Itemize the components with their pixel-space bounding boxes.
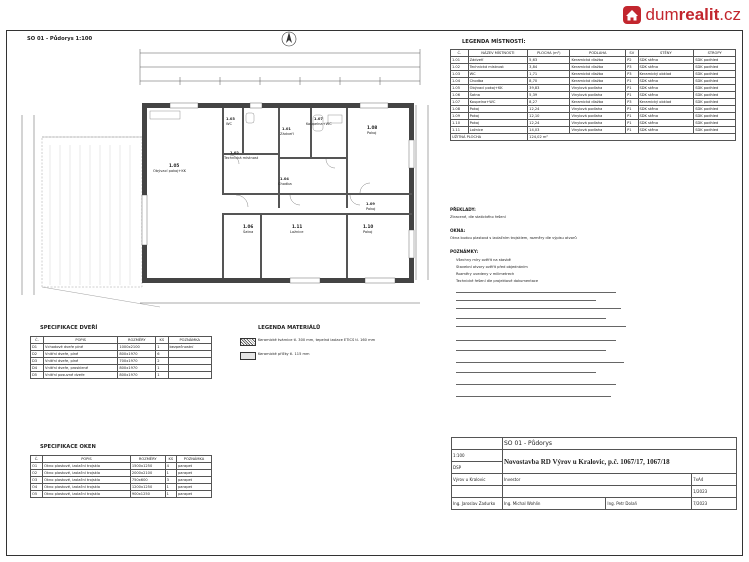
room-row (451, 71, 736, 78)
door-cell: 6 (156, 351, 168, 358)
room-cell: 1.10 (451, 120, 469, 127)
col-name: NÁZEV MÍSTNOSTI (468, 50, 528, 57)
room-row (451, 106, 736, 113)
window-row (31, 484, 212, 491)
room-cell: Zádveří (468, 57, 528, 64)
room-cell: SDK podhled (694, 92, 736, 99)
room-cell: 1.02 (451, 64, 469, 71)
windows-col-no: Č. (31, 456, 43, 463)
room-cell: 1.07 (451, 99, 469, 106)
north-arrow-icon (280, 30, 298, 48)
spec-doors-title: SPECIFIKACE DVEŘÍ (40, 325, 98, 331)
window-cell: O3 (31, 477, 43, 484)
room-cell: Keramická dlažba (570, 71, 626, 78)
spec-windows-title: SPECIFIKACE OKEN (40, 444, 96, 450)
room-cell: SDK stěna (638, 106, 694, 113)
tb-investor: Investor (503, 474, 692, 486)
room-cell: 5,39 (528, 92, 570, 99)
material-item-1: Keramické tvárnice tl. 300 mm, tepelná izolace ETICS tl. 160 mm (258, 338, 376, 342)
tb-drawing-no-cell (452, 438, 503, 450)
room-cell: P1 (626, 106, 638, 113)
room-cell: Pokoj (468, 113, 528, 120)
door-cell: Vnitřní dveře, prosklené (44, 365, 118, 372)
room-cell: P1 (626, 120, 638, 127)
door-cell (168, 365, 211, 372)
room-cell: Technická místnost (468, 64, 528, 71)
window-cell: parapet (177, 491, 212, 498)
room-cell: Ložnice (468, 127, 528, 134)
col-sv: SV (626, 50, 638, 57)
room-label-1-05: 1.05 (169, 163, 180, 168)
room-cell: 14,03 (528, 127, 570, 134)
tb-scale: 1:100 (452, 450, 503, 462)
preklady-title: PŘEKLADY: (450, 207, 476, 212)
spec-doors-table (30, 336, 212, 379)
col-walls: STĚNY (638, 50, 694, 57)
room-cell: 1.08 (451, 106, 469, 113)
note-line (456, 372, 596, 373)
room-cell: 5,63 (528, 57, 570, 64)
room-cell: 1.01 (451, 57, 469, 64)
door-row (31, 372, 212, 379)
col-ceiling: STROPY (694, 50, 736, 57)
room-cell: Keramický obklad (638, 71, 694, 78)
room-row (451, 99, 736, 106)
room-cell: Keramická dlažba (570, 99, 626, 106)
door-row (31, 351, 212, 358)
room-name-1-06: Šatna (243, 230, 254, 234)
room-cell: SDK stěna (638, 127, 694, 134)
windows-col-desc: POPIS (43, 456, 131, 463)
door-cell: D3 (31, 358, 44, 365)
door-row (31, 365, 212, 372)
note-line (456, 308, 621, 309)
door-cell: 1 (156, 365, 168, 372)
room-cell: P1 (626, 78, 638, 85)
room-cell: 1.05 (451, 85, 469, 92)
room-cell: SDK stěna (638, 92, 694, 99)
room-cell: 8,70 (528, 78, 570, 85)
room-cell: 39,83 (528, 85, 570, 92)
poznamka-3: Rozměry uvedeny v milimetrech (456, 272, 515, 276)
okna-text: Okna budou plastová s izolačním trojsklem, rozměry dle výpisu otvorů (450, 236, 577, 240)
room-name-1-08: Pokoj (367, 131, 377, 135)
note-line (456, 326, 626, 327)
room-name-1-11: Ložnice (290, 230, 304, 234)
room-cell: SDK podhled (694, 113, 736, 120)
room-cell: P3 (626, 99, 638, 106)
tb-project-name: Novostavba RD Výrov u Kralovic, p.č. 1067/17, 1067/18 (503, 450, 737, 474)
room-cell: Vinylová podlaha (570, 113, 626, 120)
room-row (451, 113, 736, 120)
col-floor: PODLAHA (570, 50, 626, 57)
room-cell: Vinylová podlaha (570, 85, 626, 92)
doors-col-size: ROZMĚRY (118, 337, 156, 344)
window-cell: 1 (165, 484, 176, 491)
floor-plan (10, 45, 430, 315)
room-cell: Vinylová podlaha (570, 106, 626, 113)
room-cell: SDK podhled (694, 57, 736, 64)
logo-text: dumrealit.cz (645, 5, 741, 24)
window-cell: Okno plastové, izolační trojsklo (43, 484, 131, 491)
room-name-1-03: WC (226, 122, 233, 126)
window-cell: parapet (177, 484, 212, 491)
window-row (31, 491, 212, 498)
window-cell: 1 (165, 470, 176, 477)
note-line (456, 384, 616, 385)
room-row (451, 64, 736, 71)
door-cell: D2 (31, 351, 44, 358)
poznamka-2: Stavební otvory ověřit před objednáním (456, 265, 528, 269)
door-row (31, 344, 212, 351)
room-cell: SDK podhled (694, 106, 736, 113)
room-cell: P2 (626, 57, 638, 64)
door-cell: 800x1970 (118, 365, 156, 372)
room-cell: Keramická dlažba (570, 57, 626, 64)
room-cell: SDK stěna (638, 57, 694, 64)
room-cell: 1,71 (528, 71, 570, 78)
tb-blank (452, 486, 503, 498)
preklady-text: Ztracené, dle statického řešení (450, 215, 506, 219)
tb-date: 7/2023 (692, 498, 737, 510)
doors-col-note: POZNÁMKA (168, 337, 211, 344)
window-cell: O2 (31, 470, 43, 477)
door-cell: D4 (31, 365, 44, 372)
room-label-1-11: 1.11 (292, 224, 303, 229)
room-name-1-02: Technická místnost (224, 156, 259, 160)
window-cell: 2000x2100 (130, 470, 165, 477)
room-cell: SDK podhled (694, 78, 736, 85)
material-swatch-masonry (240, 338, 256, 346)
room-label-1-02: 1.02 (230, 151, 239, 155)
window-cell: Okno plastové, izolační trojsklo (43, 463, 131, 470)
door-cell: Vnitřní dveře, plné (44, 351, 118, 358)
room-cell: Pokoj (468, 120, 528, 127)
room-row (451, 120, 736, 127)
room-row (451, 85, 736, 92)
doors-col-desc: POPIS (44, 337, 118, 344)
window-cell: 3 (165, 477, 176, 484)
window-row (31, 477, 212, 484)
note-line (456, 350, 606, 351)
door-row (31, 358, 212, 365)
door-cell: 800x1970 (118, 351, 156, 358)
room-cell: SDK stěna (638, 64, 694, 71)
poznamky-title: POZNÁMKY: (450, 249, 479, 254)
room-cell: Vinylová podlaha (570, 127, 626, 134)
room-cell: Šatna (468, 92, 528, 99)
doors-col-no: Č. (31, 337, 44, 344)
room-label-1-10: 1.10 (363, 224, 374, 229)
door-cell (168, 351, 211, 358)
material-item-2: Keramické příčky tl. 115 mm (258, 352, 310, 356)
window-cell: O1 (31, 463, 43, 470)
window-cell: 1500x1250 (130, 463, 165, 470)
room-cell: P1 (626, 92, 638, 99)
room-row (451, 127, 736, 134)
dumrealit-logo[interactable] (622, 3, 741, 27)
door-cell: 700x1970 (118, 358, 156, 365)
note-line (456, 292, 616, 293)
room-cell: SDK stěna (638, 120, 694, 127)
room-name-1-10: Pokoj (363, 230, 373, 234)
room-label-1-08: 1.08 (367, 125, 378, 130)
door-cell: 800x1970 (118, 372, 156, 379)
drawing-title: SO 01 - Půdorys 1:100 (27, 36, 93, 42)
total-label: UŽITNÁ PLOCHA (451, 134, 528, 141)
room-cell: SDK podhled (694, 99, 736, 106)
room-row (451, 78, 736, 85)
tb-drawing-name: SO 01 - Půdorys (503, 438, 737, 450)
window-cell: parapet (177, 477, 212, 484)
room-cell: Koupelna+WC (468, 99, 528, 106)
tb-blank-2 (503, 486, 692, 498)
room-cell: Vinylová podlaha (570, 92, 626, 99)
room-label-1-03: 1.03 (226, 117, 235, 121)
windows-col-qty: KS (165, 456, 176, 463)
col-area: PLOCHA (m²) (528, 50, 570, 57)
doors-col-qty: KS (156, 337, 168, 344)
door-cell: Vchodové dveře plné (44, 344, 118, 351)
room-name-1-07: Koupelna+WC (306, 122, 332, 126)
window-cell: 750x600 (130, 477, 165, 484)
poznamka-4: Technické řešení dle projektové dokumentace (456, 279, 539, 283)
legend-rooms-title: LEGENDA MÍSTNOSTÍ: (462, 39, 526, 45)
room-row (451, 57, 736, 64)
room-cell: Keramická dlažba (570, 78, 626, 85)
room-name-1-01: Zádveří (280, 132, 294, 136)
room-cell: WC (468, 71, 528, 78)
room-cell: SDK stěna (638, 113, 694, 120)
door-cell: 1 (156, 372, 168, 379)
note-line (456, 340, 616, 341)
room-cell: P1 (626, 127, 638, 134)
tb-drawing-number: 1/2023 (692, 486, 737, 498)
tb-location: Výrov u Kralovic (452, 474, 503, 486)
room-cell: 12,10 (528, 113, 570, 120)
room-label-1-09: 1.09 (366, 202, 375, 206)
door-cell (168, 358, 211, 365)
material-swatch-partition (240, 352, 256, 360)
window-row (31, 470, 212, 477)
window-cell: parapet (177, 463, 212, 470)
room-label-1-01: 1.01 (282, 127, 291, 131)
room-name-1-05: Obývací pokoj+KK (153, 169, 187, 173)
door-cell: 1 (156, 344, 168, 351)
room-cell: Keramický obklad (638, 99, 694, 106)
room-cell: 1.03 (451, 71, 469, 78)
poznamka-1: Všechny míry ověřit na stavbě (456, 258, 511, 262)
door-cell: D1 (31, 344, 44, 351)
tb-format: 7xA4 (692, 474, 737, 486)
note-line (456, 396, 611, 397)
tb-designer-2: Ing. Michal Wohlin (503, 498, 606, 510)
legend-materials-title: LEGENDA MATERIÁLŮ (258, 325, 321, 331)
note-line (456, 362, 624, 363)
door-cell: 1000x2100 (118, 344, 156, 351)
title-block (451, 437, 737, 510)
tb-designer-1: Ing. Jaroslav Zadurko (452, 498, 503, 510)
note-line (456, 300, 596, 301)
window-cell: 4 (165, 463, 176, 470)
room-label-1-04: 1.04 (280, 177, 289, 181)
door-cell: bezpečnostní (168, 344, 211, 351)
door-cell (168, 372, 211, 379)
window-cell: Okno plastové, izolační trojsklo (43, 477, 131, 484)
house-logo-icon (622, 5, 642, 25)
door-cell: D5 (31, 372, 44, 379)
room-name-1-04: Chodba (278, 182, 292, 186)
room-cell: 1.09 (451, 113, 469, 120)
window-row (31, 463, 212, 470)
window-cell: Okno plastové, izolační trojsklo (43, 491, 131, 498)
window-cell: Okno plastové, izolační trojsklo (43, 470, 131, 477)
room-cell: 1.06 (451, 92, 469, 99)
door-cell: Vnitřní posuvné dveře (44, 372, 118, 379)
room-cell: Keramická dlažba (570, 64, 626, 71)
room-cell: Vinylová podlaha (570, 120, 626, 127)
room-cell: SDK podhled (694, 85, 736, 92)
room-cell: SDK podhled (694, 71, 736, 78)
room-cell: 8,27 (528, 99, 570, 106)
room-cell: P3 (626, 71, 638, 78)
room-cell: Pokoj (468, 106, 528, 113)
window-cell: O5 (31, 491, 43, 498)
window-cell: 1200x1250 (130, 484, 165, 491)
note-line (456, 318, 606, 319)
door-cell: Vnitřní dveře, plné (44, 358, 118, 365)
legend-rooms-table (450, 49, 736, 141)
room-cell: 3,84 (528, 64, 570, 71)
room-cell: Obývací pokoj+KK (468, 85, 528, 92)
room-cell: SDK podhled (694, 64, 736, 71)
room-cell: 12,24 (528, 120, 570, 127)
okna-title: OKNA: (450, 228, 466, 233)
room-name-1-09: Pokoj (366, 207, 376, 211)
room-cell: 12,24 (528, 106, 570, 113)
room-cell: SDK podhled (694, 120, 736, 127)
room-cell: SDK stěna (638, 78, 694, 85)
window-cell: O4 (31, 484, 43, 491)
room-cell: P3 (626, 64, 638, 71)
room-cell: P1 (626, 85, 638, 92)
spec-windows-table (30, 455, 212, 498)
room-cell: 1.11 (451, 127, 469, 134)
room-label-1-06: 1.06 (243, 224, 254, 229)
col-no: Č. (451, 50, 469, 57)
door-cell: 2 (156, 358, 168, 365)
room-cell: Chodba (468, 78, 528, 85)
window-cell: parapet (177, 470, 212, 477)
room-row (451, 92, 736, 99)
room-cell: P1 (626, 113, 638, 120)
tb-designer-3: Ing. Petr Dolaň (606, 498, 692, 510)
tb-stage: DSP (452, 462, 503, 474)
room-cell: SDK podhled (694, 127, 736, 134)
room-cell: SDK stěna (638, 85, 694, 92)
window-cell: 1 (165, 491, 176, 498)
windows-col-note: POZNÁMKA (177, 456, 212, 463)
room-label-1-07: 1.07 (314, 117, 323, 121)
window-cell: 900x1250 (130, 491, 165, 498)
room-cell: 1.04 (451, 78, 469, 85)
total-value: 124,02 m² (528, 134, 736, 141)
windows-col-size: ROZMĚRY (130, 456, 165, 463)
